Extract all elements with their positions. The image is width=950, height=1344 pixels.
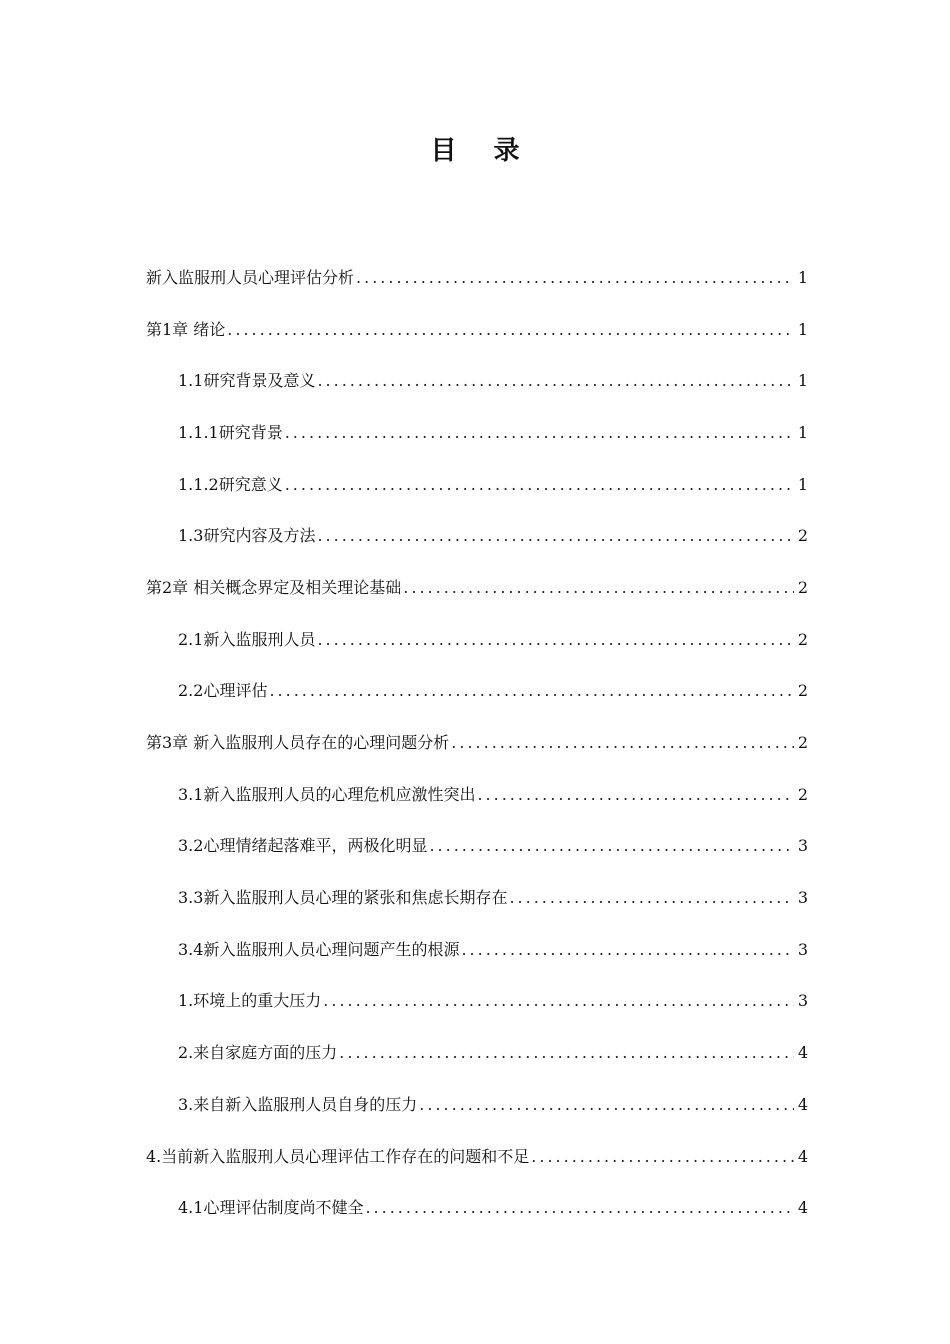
toc-entry[interactable] [146, 355, 808, 407]
toc-page-number: 4 [797, 1146, 808, 1166]
toc-dot-leader [339, 1042, 794, 1064]
toc-dot-leader [317, 525, 793, 547]
toc-page-number: 3 [797, 939, 808, 959]
toc-dot-leader [269, 680, 793, 702]
toc-page-number: 2 [797, 526, 808, 546]
toc-entry-text: 4.当前新入监服刑人员心理评估工作存在的问题和不足 [146, 1146, 530, 1166]
toc-entry-text: 1.3研究内容及方法 [178, 526, 316, 546]
toc-entry-text: 3.1新入监服刑人员的心理危机应激性突出 [178, 784, 476, 804]
toc-title: 目 录 [430, 136, 534, 166]
toc-entry[interactable] [146, 459, 808, 511]
toc-entry-text: 2.1新入监服刑人员 [178, 629, 316, 649]
toc-entry[interactable] [146, 614, 808, 666]
toc-page-number: 2 [797, 629, 808, 649]
toc-entry-text: 第2章 相关概念界定及相关理论基础 [146, 577, 402, 597]
toc-entry[interactable] [146, 304, 808, 356]
toc-dot-leader [317, 370, 793, 392]
toc-entry-text: 1.环境上的重大压力 [178, 991, 322, 1011]
toc-entry-text: 2.来自家庭方面的压力 [178, 1043, 338, 1063]
toc-dot-leader [285, 422, 794, 444]
toc-entry-text: 第1章 绪论 [146, 319, 226, 339]
toc-entry[interactable] [146, 1079, 808, 1131]
toc-page-number: 1 [797, 319, 808, 339]
toc-entry[interactable] [146, 976, 808, 1028]
toc-dot-leader [356, 267, 794, 289]
toc-entry-text: 3.3新入监服刑人员心理的紧张和焦虑长期存在 [178, 888, 508, 908]
toc-entry-text: 2.2心理评估 [178, 681, 268, 701]
toc-entry[interactable] [146, 1182, 808, 1234]
toc-dot-leader [285, 474, 794, 496]
toc-entry[interactable] [146, 717, 808, 769]
toc-dot-leader [429, 835, 793, 857]
toc-dot-leader [419, 1094, 794, 1116]
toc-page-number: 4 [797, 1094, 808, 1114]
toc-entry-text: 4.1心理评估制度尚不健全 [178, 1198, 364, 1218]
toc-page-number: 1 [797, 474, 808, 494]
toc-dot-leader [451, 732, 794, 754]
toc-dot-leader [365, 1197, 793, 1219]
toc-page-number: 3 [797, 836, 808, 856]
toc-page-number: 2 [797, 784, 808, 804]
toc-entry[interactable] [146, 924, 808, 976]
toc-entry-text: 1.1研究背景及意义 [178, 371, 316, 391]
toc-list [146, 252, 808, 1234]
toc-page-number: 2 [797, 733, 808, 753]
toc-entry[interactable] [146, 769, 808, 821]
toc-entry-text: 新入监服刑人员心理评估分析 [146, 267, 355, 287]
toc-page-number: 1 [797, 267, 808, 287]
toc-dot-leader [531, 1146, 794, 1168]
toc-entry-text: 3.4新入监服刑人员心理问题产生的根源 [178, 939, 460, 959]
toc-entry[interactable] [146, 510, 808, 562]
toc-entry[interactable] [146, 562, 808, 614]
toc-page-number: 2 [797, 577, 808, 597]
toc-dot-leader [317, 629, 793, 651]
toc-page-number: 4 [797, 1043, 808, 1063]
toc-entry[interactable] [146, 821, 808, 873]
toc-entry[interactable] [146, 666, 808, 718]
toc-dot-leader [227, 319, 794, 341]
toc-entry-text: 3.来自新入监服刑人员自身的压力 [178, 1094, 418, 1114]
toc-entry-text: 1.1.2研究意义 [178, 474, 283, 494]
toc-entry[interactable] [146, 1027, 808, 1079]
toc-dot-leader [509, 887, 793, 909]
toc-entry-text: 3.2心理情绪起落难平，两极化明显 [178, 836, 428, 856]
toc-dot-leader [477, 784, 793, 806]
toc-page-number: 3 [797, 888, 808, 908]
toc-entry-text: 第3章 新入监服刑人员存在的心理问题分析 [146, 733, 450, 753]
toc-page-number: 3 [797, 991, 808, 1011]
toc-entry[interactable] [146, 407, 808, 459]
toc-dot-leader [461, 939, 793, 961]
toc-entry[interactable] [146, 872, 808, 924]
toc-page-number: 2 [797, 681, 808, 701]
toc-page-number: 4 [797, 1198, 808, 1218]
toc-dot-leader [323, 990, 794, 1012]
toc-entry-text: 1.1.1研究背景 [178, 422, 283, 442]
toc-entry[interactable] [146, 252, 808, 304]
toc-entry[interactable] [146, 1131, 808, 1183]
toc-dot-leader [403, 577, 794, 599]
toc-page-number: 1 [797, 371, 808, 391]
toc-page-number: 1 [797, 422, 808, 442]
